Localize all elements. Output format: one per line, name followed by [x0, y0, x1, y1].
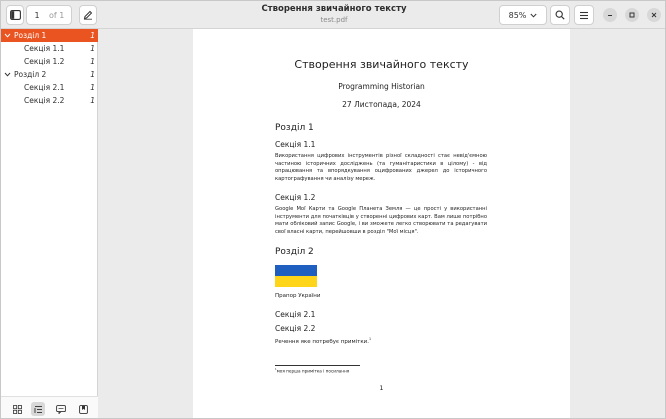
close-button[interactable]: [647, 8, 661, 22]
doc-title: Створення звичайного тексту: [294, 58, 469, 71]
outline-item-page: 1: [90, 57, 95, 66]
bookmark-icon: [79, 405, 88, 414]
outline-item-label: Секція 2.1: [24, 83, 65, 92]
window-title: [201, 4, 467, 25]
outline-item-page: 1: [90, 31, 95, 40]
search-icon: [555, 10, 565, 20]
zoom-level: 85%: [508, 10, 527, 20]
comment-icon: [56, 405, 66, 414]
doc-author: Programming Historian: [338, 82, 425, 91]
menu-button[interactable]: [574, 5, 594, 25]
section-2-2-heading: Секція 2.2: [275, 324, 316, 333]
section-2-heading: Розділ 2: [275, 247, 314, 257]
sidebar-mode-switcher: [1, 396, 98, 419]
outline-item-label: Розділ 2: [14, 70, 47, 79]
outline-item-label: Секція 1.1: [24, 44, 65, 53]
zoom-selector[interactable]: [499, 5, 547, 25]
section-2-2-text: [275, 336, 487, 346]
outline-item-section-2-1[interactable]: [1, 81, 98, 94]
annotations-button[interactable]: [54, 402, 68, 416]
outline-item-section-2-2[interactable]: [1, 94, 98, 107]
page-number: 1: [379, 384, 384, 392]
flag-yellow-band: [275, 276, 317, 287]
close-icon: [650, 11, 658, 19]
minimize-button[interactable]: [603, 8, 617, 22]
outline-item-label: Секція 2.2: [24, 96, 65, 105]
page-total: of 1: [49, 10, 65, 20]
maximize-icon: [628, 11, 636, 19]
page-number-entry[interactable]: [26, 5, 72, 25]
current-page[interactable]: 1: [34, 10, 40, 20]
sidebar-icon: [10, 10, 21, 20]
maximize-button[interactable]: [625, 8, 639, 22]
flag-caption: Прапор України: [275, 293, 321, 299]
outline-item-section-1-2[interactable]: [1, 55, 98, 68]
document-view[interactable]: [98, 29, 666, 419]
outline-item-section-1-1[interactable]: [1, 42, 98, 55]
hamburger-menu-icon: [579, 11, 589, 20]
footnote-reference[interactable]: 1: [369, 337, 372, 341]
header-bar: [1, 1, 666, 29]
footnote-mark: 1: [275, 368, 277, 371]
outline-button[interactable]: [31, 402, 45, 416]
section-1-1-text: Використання цифрових інструментів різної складності стає невід'ємною частиною історичних досліджень (та гуманітаристики в цілому) - від опрацювання та впорядкування оцифрованих джерел до історичного картографування чи аналізу мереж.: [275, 153, 487, 182]
section-1-2-heading: Секція 1.2: [275, 193, 316, 202]
section-1-1-heading: Секція 1.1: [275, 140, 316, 149]
outline-item-page: 1: [90, 44, 95, 53]
file-name: test.pdf: [320, 16, 348, 24]
flag-blue-band: [275, 265, 317, 276]
doc-date: 27 Листопада, 2024: [342, 100, 421, 109]
outline-sidebar: [1, 29, 98, 419]
bookmarks-button[interactable]: [76, 402, 90, 416]
footnote: [275, 368, 349, 373]
outline-item-page: 1: [90, 83, 95, 92]
outline-item-label: Розділ 1: [14, 31, 47, 40]
pdf-page: [193, 29, 570, 419]
section-1-heading: Розділ 1: [275, 123, 314, 133]
ukraine-flag-image: [275, 265, 317, 287]
document-title: Створення звичайного тексту: [261, 4, 407, 14]
footnote-text: моя перша примітка і посилання: [276, 368, 350, 374]
pencil-icon: [83, 10, 93, 20]
section-2-1-heading: Секція 2.1: [275, 310, 316, 319]
search-button[interactable]: [550, 5, 570, 25]
chevron-down-icon: [530, 13, 537, 18]
outline-item-section-2[interactable]: [1, 68, 98, 81]
minimize-icon: [606, 11, 614, 19]
sidebar-toggle-button[interactable]: [6, 5, 24, 25]
outline-item-page: 1: [90, 70, 95, 79]
outline-item-label: Секція 1.2: [24, 57, 65, 66]
outline-item-section-1[interactable]: [1, 29, 98, 42]
chevron-down-icon[interactable]: [4, 32, 11, 39]
chevron-down-icon[interactable]: [4, 71, 11, 78]
annotate-button[interactable]: [79, 5, 97, 25]
sentence-text: Речення яке потребує примітки.: [275, 338, 369, 345]
outline-item-page: 1: [90, 96, 95, 105]
section-1-2-text: Google Мої Карти та Google Планета Земля — це прості у використанні інструменти для початківців у створенні цифрових карт. Вам лише потрібно мати обліковий запис Google, і ви зможете легко створювати та редагувати свої власні карти, перейшовши в розділ "Мої місця".: [275, 206, 487, 235]
footnote-rule: [275, 365, 360, 366]
grid-icon: [13, 405, 22, 414]
list-icon: [34, 405, 43, 414]
thumbnails-button[interactable]: [10, 402, 24, 416]
